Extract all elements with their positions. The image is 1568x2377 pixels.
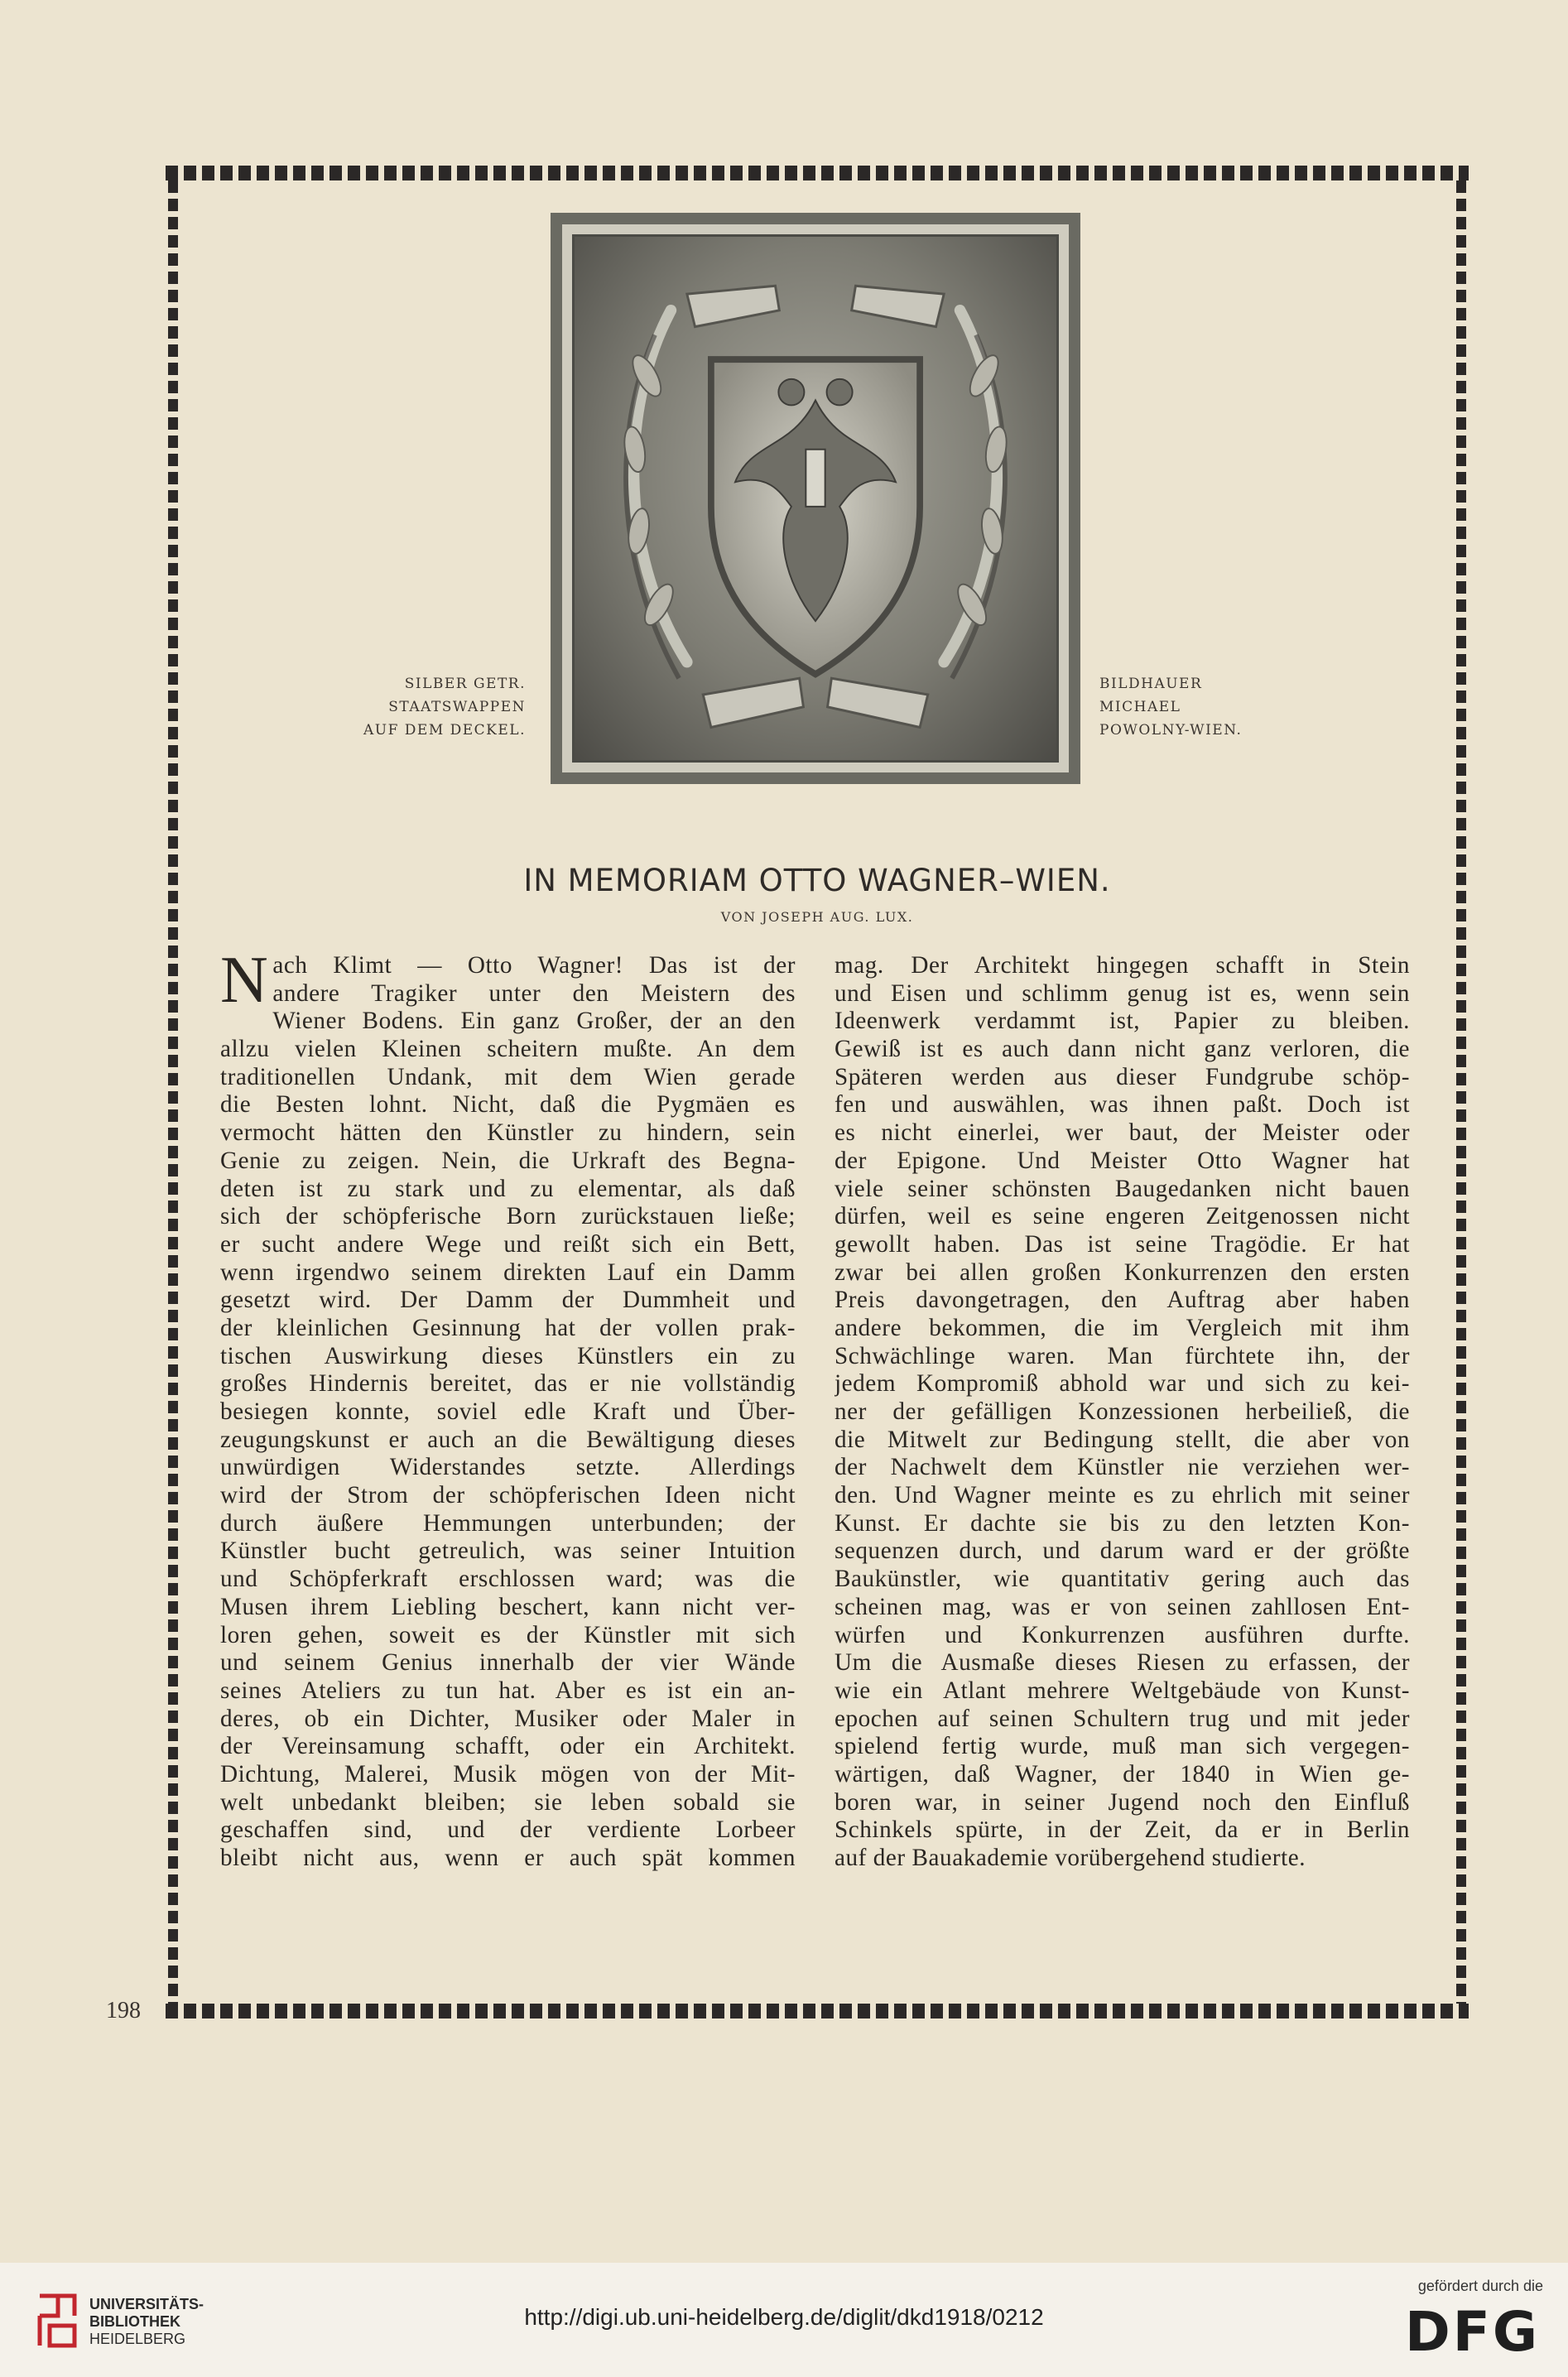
right-column-line: Späteren werden aus dieser Fundgrube schöp- (835, 1063, 1410, 1090)
article-column-left (220, 944, 796, 1873)
left-column-line: traditionellen Undank, mit dem Wien gerade (220, 1063, 796, 1090)
left-column-line: unwürdigen Widerstandes setzte. Allerdings (220, 1454, 796, 1481)
right-column-line: jedem Kompromiß abhold war und sich zu kei- (835, 1370, 1410, 1398)
library-name-line-3: HEIDELBERG (89, 2331, 186, 2347)
right-column-line: auf der Bauakademie vorübergehend studierte. (835, 1845, 1306, 1871)
right-column-line: dürfen, weil es seine engeren Zeitgenossen nicht (835, 1203, 1410, 1230)
right-column-line: andere bekommen, die im Vergleich mit ihm (835, 1314, 1410, 1341)
left-column-line: deten ist zu stark und zu elementar, als daß (220, 1175, 796, 1202)
right-column-line: gewollt haben. Das ist seine Tragödie. Er hat (835, 1230, 1410, 1258)
right-column-line: Ideenwerk verdammt ist, Papier zu bleiben. (835, 1008, 1410, 1035)
caption-left-line-3: AUF DEM DECKEL. (363, 722, 526, 739)
left-column-line: Genie zu zeigen. Nein, die Urkraft des Begna- (220, 1147, 796, 1174)
left-column-line: Wiener Bodens. Ein ganz Großer, der an den (272, 1008, 796, 1035)
article-column-right (835, 952, 1410, 1873)
right-column-line: Baukünstler, wie quantitativ gering auch das (835, 1566, 1410, 1593)
right-column-line: der Nachwelt dem Künstler nie verziehen wer- (835, 1454, 1410, 1481)
right-column-line: Schinkels spürte, in der Zeit, da er in Berlin (835, 1816, 1410, 1844)
left-column-line: vermocht hätten den Künstler zu hindern, sein (220, 1119, 796, 1147)
library-name-line-1: UNIVERSITÄTS- (89, 2296, 204, 2312)
right-column-line: zwar bei allen großen Konkurrenzen den ersten (835, 1258, 1410, 1286)
left-column-line: der kleinlichen Gesinnung hat der vollen prak- (220, 1314, 796, 1341)
left-column-line: deres, ob ein Dichter, Musiker oder Maler in (220, 1705, 796, 1732)
figure-caption-right (1099, 672, 1315, 742)
left-column-line: besiegen konnte, soviel edle Kraft und Über- (220, 1398, 796, 1425)
caption-left-line-2: STAATSWAPPEN (388, 699, 526, 715)
funded-by-label: gefördert durch die (1417, 2278, 1543, 2294)
library-name-line-2: BIBLIOTHEK (89, 2313, 180, 2330)
right-column-line: die Mitwelt zur Bedingung stellt, die aber von (835, 1426, 1410, 1453)
right-column-line: boren war, in seiner Jugend noch den Einfluß (835, 1788, 1410, 1816)
caption-right-line-2: MICHAEL (1099, 699, 1181, 715)
left-column-line: durch äußere Hemmungen unterbunden; der (220, 1509, 796, 1537)
digitization-footer (0, 2263, 1568, 2377)
right-column-line: und Eisen und schlimm genug ist es, wenn sein (835, 979, 1410, 1007)
caption-right-line-1: BILDHAUER (1099, 676, 1203, 692)
article-byline: VON JOSEPH AUG. LUX. (720, 909, 914, 925)
left-column-line: zeugungskunst er auch an die Bewältigung dieses (220, 1426, 796, 1453)
border-top (166, 166, 1469, 180)
right-column-line: den. Und Wagner meinte es zu ehrlich mit seiner (835, 1482, 1410, 1509)
right-column-line: Gewiß ist es auch dann nicht ganz verloren, die (835, 1036, 1410, 1063)
right-column-line: viele seiner schönsten Baugedanken nicht bauen (835, 1175, 1410, 1202)
left-column-line: allzu vielen Kleinen scheitern mußte. An dem (220, 1036, 796, 1063)
left-column-line: Künstler bucht getreulich, was seiner Intuition (220, 1537, 796, 1565)
left-column-line: ach Klimt — Otto Wagner! Das ist der (272, 952, 796, 979)
caption-right-line-3: POWOLNY-WIEN. (1099, 722, 1243, 739)
left-column-line: wird der Strom der schöpferischen Ideen nicht (220, 1482, 796, 1509)
figure-caption-left (315, 672, 526, 742)
left-column-line: er sucht andere Wege und reißt sich ein Bett, (220, 1230, 796, 1258)
coat-of-arms-relief-image (575, 237, 1056, 760)
right-column-line: fen und auswählen, was ihnen paßt. Doch ist (835, 1091, 1410, 1119)
right-column-line: Kunst. Er dachte sie bis zu den letzten Kon- (835, 1509, 1410, 1537)
right-column-line: Schwächlinge waren. Man fürchtete ihn, der (835, 1342, 1410, 1369)
dfg-logo: DFG (1404, 2300, 1540, 2364)
border-right (1456, 180, 1466, 2004)
right-column-line: mag. Der Architekt hingegen schafft in Stein (835, 952, 1410, 979)
coat-of-arms-plate-photo (551, 213, 1080, 784)
right-column-line: epochen auf seinen Schultern trug und mit jeder (835, 1705, 1410, 1732)
left-column-line: der Vereinsamung schafft, oder ein Architekt. (220, 1733, 796, 1760)
left-column-line: sich der schöpferische Born zurückstauen ließe; (220, 1203, 796, 1230)
source-url-link[interactable]: http://digi.ub.uni-heidelberg.de/diglit/dkd1918/0212 (524, 2304, 1044, 2330)
right-column-line: Um die Ausmaße dieses Riesen zu erfassen, der (835, 1649, 1410, 1677)
right-column-line: wärtigen, daß Wagner, der 1840 in Wien ge- (835, 1760, 1410, 1788)
right-column-line: sequenzen durch, und darum ward er der größte (835, 1537, 1410, 1565)
left-column-line: seines Ateliers zu tun hat. Aber es ist ein an- (220, 1677, 796, 1704)
right-column-line: spielend fertig wurde, muß man sich vergegen- (835, 1733, 1410, 1760)
caption-left-line-1: SILBER GETR. (404, 676, 526, 692)
left-column-line: Musen ihrem Liebling beschert, kann nicht ver- (220, 1593, 796, 1620)
border-left (168, 180, 178, 2004)
border-bottom (166, 2004, 1469, 2019)
left-column-line: bleibt nicht aus, wenn er auch spät kommen (220, 1845, 796, 1871)
left-column-line: loren gehen, soweit es der Künstler mit sich (220, 1621, 796, 1648)
page-number: 198 (106, 1998, 141, 2023)
left-column-line: gesetzt wird. Der Damm der Dummheit und (220, 1287, 796, 1314)
left-column-line: die Besten lohnt. Nicht, daß die Pygmäen es (220, 1091, 796, 1119)
left-column-line: und seinem Genius innerhalb der vier Wände (220, 1649, 796, 1677)
left-column-line: geschaffen sind, und der verdiente Lorbeer (220, 1816, 796, 1844)
right-column-line: es nicht einerlei, wer baut, der Meister oder (835, 1119, 1410, 1147)
article-title: IN MEMORIAM OTTO WAGNER–WIEN. (523, 863, 1111, 898)
left-column-line: andere Tragiker unter den Meistern des (272, 979, 796, 1007)
left-column-line: tischen Auswirkung dieses Künstlers ein zu (220, 1342, 796, 1369)
drop-cap: N (220, 944, 269, 1017)
left-column-line: großes Hindernis bereitet, das er nie vollständig (220, 1370, 796, 1398)
right-column-line: würfen und Konkurrenzen ausführen durfte. (835, 1621, 1410, 1648)
left-column-line: welt unbedankt bleiben; sie leben sobald sie (220, 1788, 796, 1816)
right-column-line: der Epigone. Und Meister Otto Wagner hat (835, 1147, 1410, 1174)
left-column-line: wenn irgendwo seinem direkten Lauf ein Damm (220, 1258, 796, 1286)
right-column-line: Preis davongetragen, den Auftrag aber haben (835, 1287, 1410, 1314)
left-column-line: Dichtung, Malerei, Musik mögen von der Mit- (220, 1760, 796, 1788)
right-column-line: wie ein Atlant mehrere Weltgebäude von Kunst- (835, 1677, 1410, 1704)
right-column-line: scheinen mag, was er von seinen zahllosen Ent- (835, 1593, 1410, 1620)
left-column-line: und Schöpferkraft erschlossen ward; was die (220, 1566, 796, 1593)
plate-relief (572, 234, 1059, 763)
right-column-line: ner der gefälligen Konzessionen herbeiließ, die (835, 1398, 1410, 1425)
